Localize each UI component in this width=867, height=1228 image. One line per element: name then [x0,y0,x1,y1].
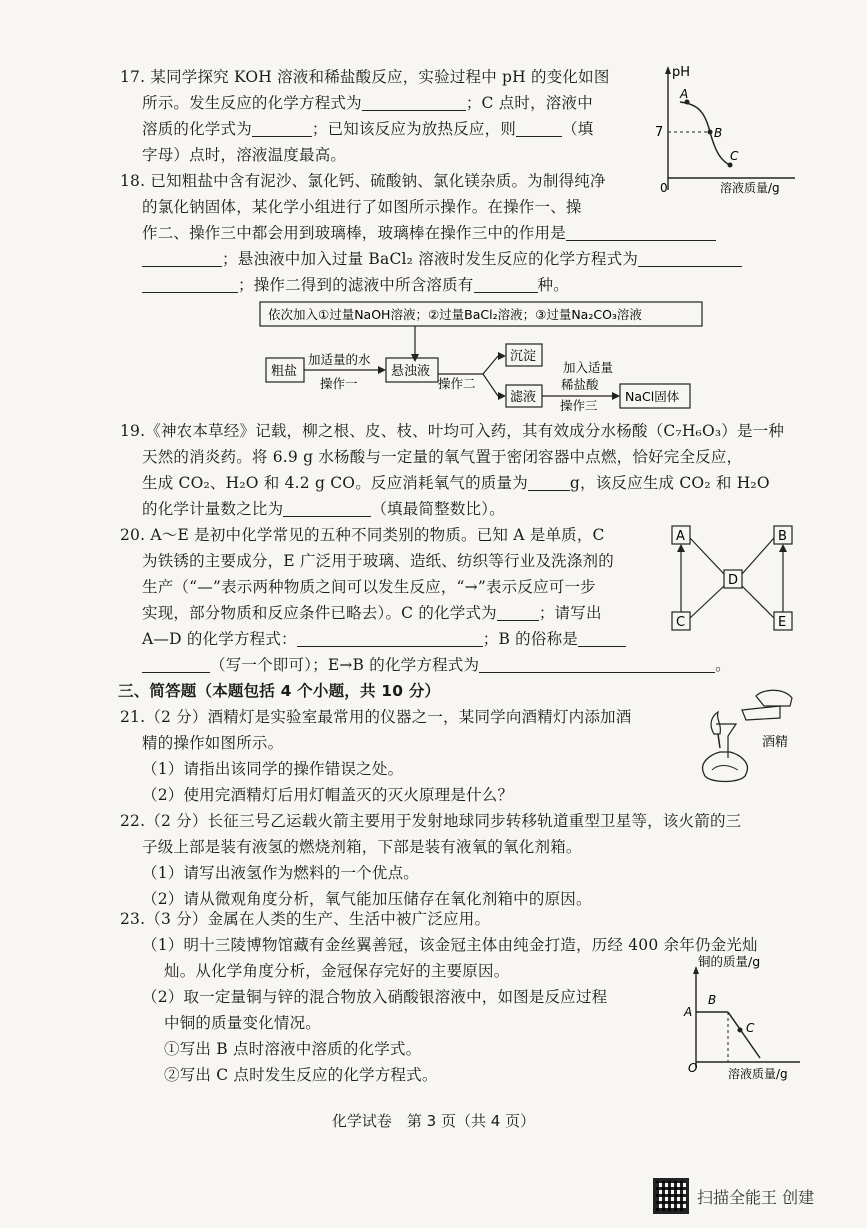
q20-line-1: 20. A～E 是初中化学常见的五种不同类别的物质。已知 A 是单质，C [120,526,605,544]
q20-text: ；请写出 [538,604,602,622]
q23-sub-2b: 中铜的质量变化情况。 [164,1014,322,1032]
q21-line-2: 精的操作如图所示。 [142,734,284,752]
page-footer: 化学试卷 第 3 页（共 4 页） [331,1112,536,1130]
q17-text: （填 [562,120,594,138]
q22-line-2: 子级上部是装有液氢的燃烧剂箱，下部是装有液氧的氧化剂箱。 [142,838,582,856]
answer-blank[interactable] [474,274,538,293]
label-c: C [730,149,739,163]
q20-line-2: 为铁锈的主要成分，E 广泛用于玻璃、造纸、纺织等行业及洗涤剂的 [142,552,614,570]
nacl-label: NaCl固体 [625,389,680,404]
q18-line-2: 的氯化钠固体，某化学小组进行了如图所示操作。在操作一、操 [142,198,582,216]
question-17 [120,64,660,168]
op1-label: 操作一 [320,376,358,391]
alcohol-lamp-illustration [694,684,804,796]
water-label: 加适量的水 [308,352,371,367]
branch-up-arrow [498,352,506,360]
answer-blank[interactable] [638,248,742,267]
branch-down [483,374,498,396]
seven-label: 7 [655,125,664,140]
branch-down-arrow [498,392,506,400]
q17-line-4: 字母）点时，溶液温度最高。 [142,146,347,164]
arrow-e-b [779,544,787,552]
q18-flow-diagram [258,300,708,412]
question-22 [120,808,820,912]
q20-relation-diagram [666,522,802,634]
answer-blank[interactable] [362,92,466,111]
suspension-label: 悬浊液 [391,364,431,379]
op2-label: 操作二 [438,376,476,391]
q20-text: （写一个即可）；E→B 的化学方程式为 [210,656,480,674]
q23-sub-1b: 灿。从化学角度分析，金冠保存完好的主要原因。 [164,962,510,980]
bottle-icon [742,706,780,720]
q17-text: ；已知该反应为放热反应，则 [311,120,517,138]
node-d-label: D [728,573,739,588]
answer-blank[interactable] [516,118,562,137]
ph-curve [680,102,732,166]
node-c-label: C [676,615,686,630]
answer-blank[interactable] [252,118,312,137]
q20-text: 实现，部分物质和反应条件已略去）。C 的化学式为 [142,604,497,622]
q19-text: g，该反应生成 CO₂ 和 H₂O [569,474,770,492]
q19-line-1: 19.《神农本草经》记载，柳之根、皮、枝、叶均可入药，其有效成分水杨酸（C₇H₆O₃）是一种 [120,422,785,440]
q22-line-1: 22.（2 分）长征三号乙运载火箭主要用于发射地球同步转移轨道重型卫星等，该火箭的三 [120,812,742,830]
answer-blank[interactable] [142,654,210,673]
q17-line-1: 17. 某同学探究 KOH 溶液和稀盐酸反应，实验过程中 pH 的变化如图 [120,68,610,86]
q17-text: 溶质的化学式为 [142,120,252,138]
q20-text: A—D 的化学方程式： [142,630,297,648]
answer-blank[interactable] [142,274,238,293]
x-label: 溶液质量/g [720,181,780,195]
arrow-c-a [677,544,685,552]
q17-text: 所示。发生反应的化学方程式为 [142,94,362,112]
label-b: B [714,126,723,140]
q19-line-2: 天然的消炎药。将 6.9 g 水杨酸与一定量的氧气置于密闭容器中点燃，恰好完全反应， [142,448,743,466]
flame-icon [711,712,720,734]
answer-blank[interactable] [566,222,716,241]
node-e-label: E [778,615,787,630]
answer-blank[interactable] [283,498,371,517]
q18-text: 种。 [537,276,569,294]
reagent-text: 依次加入①过量NaOH溶液；②过量BaCl₂溶液；③过量Na₂CO₃溶液 [268,307,642,322]
op3-label: 操作三 [560,398,598,412]
arrow-head-3 [612,392,620,400]
x-label: 溶液质量/g [728,1067,788,1081]
lamp-body-icon [703,752,748,782]
answer-blank[interactable] [528,472,570,491]
q23-sub-2c: ①写出 B 点时溶液中溶质的化学式。 [164,1040,422,1058]
q21-sub-2: （2）使用完酒精灯后用灯帽盖灭的灭火原理是什么？ [142,786,514,804]
crude-salt-label: 粗盐 [271,364,298,379]
scanner-label: 扫描全能王 创建 [697,1187,815,1207]
section-heading: 三、简答题（本题包括 4 个小题，共 10 分） [118,682,441,700]
node-b-label: B [778,529,787,544]
origin-label: O [688,1061,698,1075]
q23-sub-2a: （2）取一定量铜与锌的混合物放入硝酸银溶液中，如图是反应过程 [142,988,608,1006]
q21-line-1: 21.（2 分）酒精灯是实验室最常用的仪器之一，某同学向酒精灯内添加酒 [120,708,632,726]
q20-line-3: 生产（“—”表示两种物质之间可以发生反应，“→”表示反应可一步 [142,578,596,596]
y-label: 铜的质量/g [698,954,761,969]
hand-icon [756,690,792,706]
point-b [708,130,713,135]
q18-text: 作二、操作三中都会用到玻璃棒，玻璃棒在操作三中的作用是 [142,224,566,242]
link-b-d [742,538,774,574]
filtrate-label: 滤液 [510,390,537,405]
point-c [728,163,733,168]
answer-blank[interactable] [479,654,715,673]
q23-sub-2d: ②写出 C 点时发生反应的化学方程式。 [164,1066,438,1084]
q23-sub-1a: （1）明十三陵博物馆藏有金丝翼善冠，该金冠主体由纯金打造，历经 400 余年仍金光灿 [142,936,758,954]
acid-label-2: 稀盐酸 [561,377,599,392]
q20-text: ；B 的俗称是 [482,630,578,648]
branch-up [483,356,498,374]
label-c: C [746,1021,755,1035]
link-c-d [690,586,724,618]
scanner-watermark [653,1178,814,1214]
alcohol-label: 酒精 [762,735,789,750]
q18-text: ；悬浊液中加入过量 BaCl₂ 溶液时发生反应的化学方程式为 [222,250,639,268]
y-arrow [665,66,671,74]
q21-sub-1: （1）请指出该同学的操作错误之处。 [142,760,404,778]
wick-icon [718,734,720,748]
liquid-icon [712,766,738,771]
label-b: B [708,993,717,1007]
answer-blank[interactable] [497,602,539,621]
link-e-d [742,586,774,618]
q18-text: ；操作二得到的滤液中所含溶质有 [238,276,474,294]
precipitate-label: 沉淀 [510,349,537,364]
answer-blank[interactable] [578,628,626,647]
label-a: A [684,1005,693,1019]
origin-label: 0 [660,181,668,195]
node-a-label: A [676,529,685,544]
label-a: A [680,87,689,101]
y-label: pH [672,65,691,80]
qr-code-icon [653,1178,689,1214]
q22-sub-2: （2）请从微观角度分析，氧气能加压储存在氧化剂箱中的原因。 [142,890,592,908]
answer-blank[interactable] [297,628,483,647]
q20-text: 。 [715,656,731,674]
answer-blank[interactable] [142,248,222,267]
question-19 [120,418,820,522]
q23-line-1: 23.（3 分）金属在人类的生产、生活中被广泛应用。 [120,910,491,928]
q22-sub-1: （1）请写出液氢作为燃料的一个优点。 [142,864,419,882]
link-a-d [690,538,724,574]
q19-text: 的化学计量数之比为 [142,500,284,518]
drop-segment [728,1012,760,1058]
q18-line-1: 18. 已知粗盐中含有泥沙、氯化钙、硫酸钠、氯化镁杂质。为制得纯净 [120,172,606,190]
acid-label-1: 加入适量 [563,360,614,375]
q19-text: 生成 CO₂、H₂O 和 4.2 g CO。反应消耗氧气的质量为 [142,474,528,492]
q17-text: ；C 点时，溶液中 [465,94,593,112]
q23-copper-graph [676,954,806,1084]
point-c [738,1028,743,1033]
question-18 [120,168,810,298]
q19-text: （填最简整数比）。 [371,500,505,518]
arrow-head-1 [378,366,386,374]
